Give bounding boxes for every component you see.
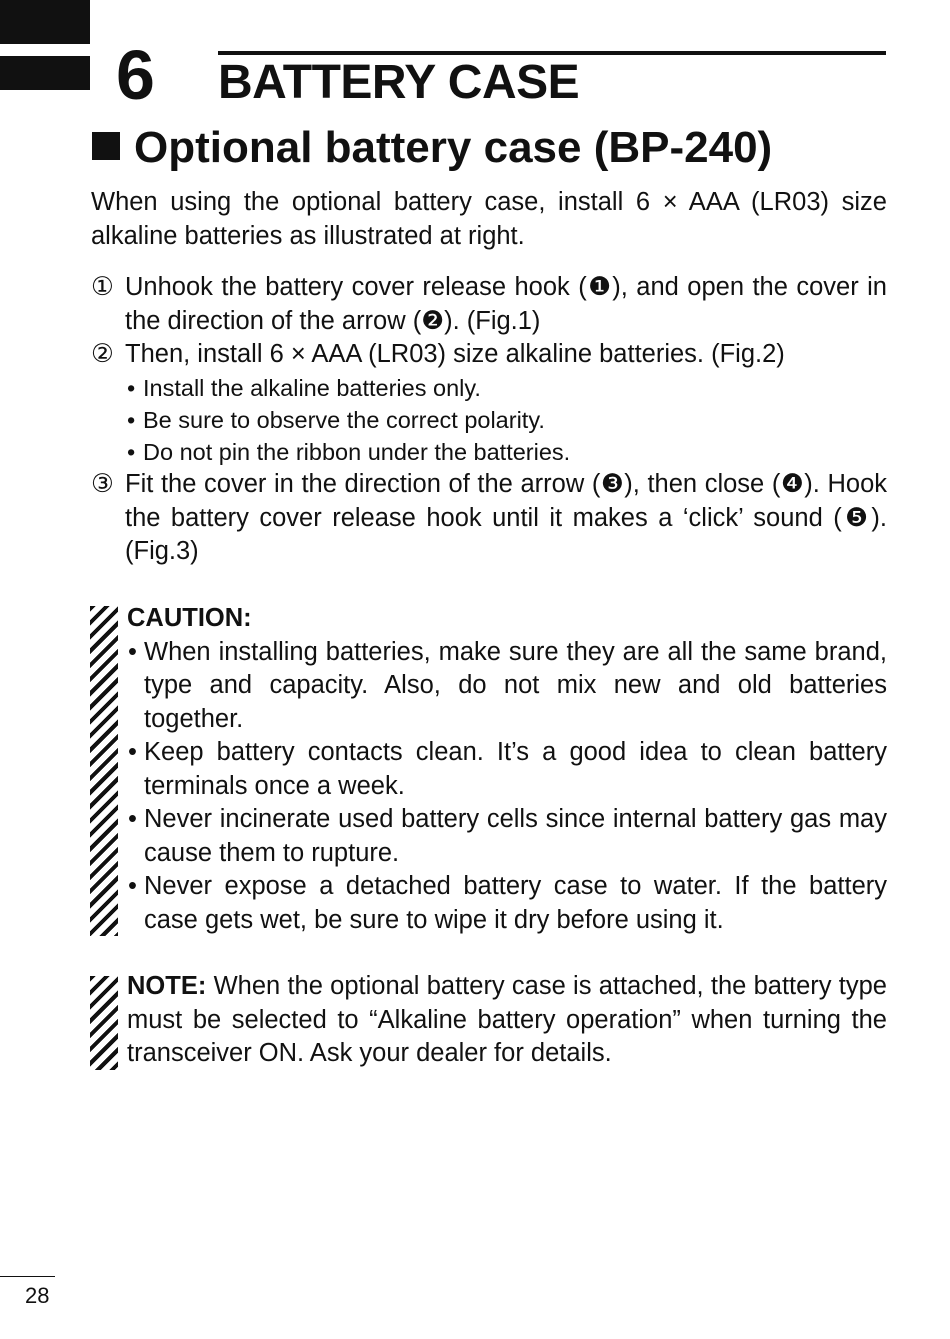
note-content (127, 970, 887, 1071)
step-2 (91, 338, 887, 468)
section-title (92, 124, 772, 172)
step-2-bullet: • Do not pin the ribbon under the batteries. (125, 436, 887, 468)
step-3-marker: ③ (91, 470, 114, 499)
step-1 (91, 271, 887, 338)
instruction-steps (91, 271, 887, 569)
step-2-bullet: • Be sure to observe the correct polarity. (125, 404, 887, 436)
caution-item: • Keep battery contacts clean. It’s a good idea to clean battery terminals once a week. (127, 736, 887, 803)
page-number-rule (0, 1276, 55, 1277)
step-2-bullet: • Install the alkaline batteries only. (125, 372, 887, 404)
caution-content (127, 602, 887, 937)
step-3-text: Fit the cover in the direction of the arrow (❸), then close (❹). Hook the battery cover release hook until it makes a ‘click’ sound (❺). (Fig.3) (125, 470, 887, 566)
note-hatch-bar (90, 976, 118, 1070)
section-square-icon (92, 132, 120, 160)
caution-item: • Never incinerate used battery cells since internal battery gas may cause them to rupture. (127, 803, 887, 870)
caution-hatch-bar (90, 606, 118, 936)
note-label: NOTE: (127, 972, 207, 1000)
step-2-bullet-list (125, 372, 887, 469)
note-box (90, 970, 887, 1071)
page-number: 28 (25, 1283, 50, 1308)
chapter-title: BATTERY CASE (218, 56, 580, 109)
step-1-marker: ① (91, 273, 114, 301)
caution-list (127, 636, 887, 938)
step-3 (91, 468, 887, 569)
chapter-title-rule (218, 51, 886, 55)
caution-item: • Never expose a detached battery case to water. If the battery case gets wet, be sure to wipe it dry before using it. (127, 870, 887, 937)
note-text: When the optional battery case is attached, the battery type must be selected to “Alkaline battery operation” when turning the transceiver ON. Ask your dealer for details. (127, 972, 887, 1067)
caution-heading: CAUTION: (127, 604, 252, 632)
intro-paragraph: When using the optional battery case, install 6 × AAA (LR03) size alkaline batteries as illustrated at right. (91, 188, 887, 250)
caution-box (90, 602, 887, 937)
step-1-text: Unhook the battery cover release hook (❶), and open the cover in the direction of the arrow (❷). (Fig.1) (125, 273, 887, 335)
section-title-text: Optional battery case (BP-240) (134, 123, 773, 172)
caution-item: • When installing batteries, make sure they are all the same brand, type and capacity. Also, do not mix new and old batteries together. (127, 636, 887, 737)
chapter-tab-block-bottom (0, 56, 90, 90)
chapter-number: 6 (116, 36, 155, 114)
step-2-text: Then, install 6 × AAA (LR03) size alkaline batteries. (Fig.2) (125, 340, 785, 368)
step-2-marker: ② (91, 340, 114, 368)
chapter-tab-block-top (0, 0, 90, 44)
